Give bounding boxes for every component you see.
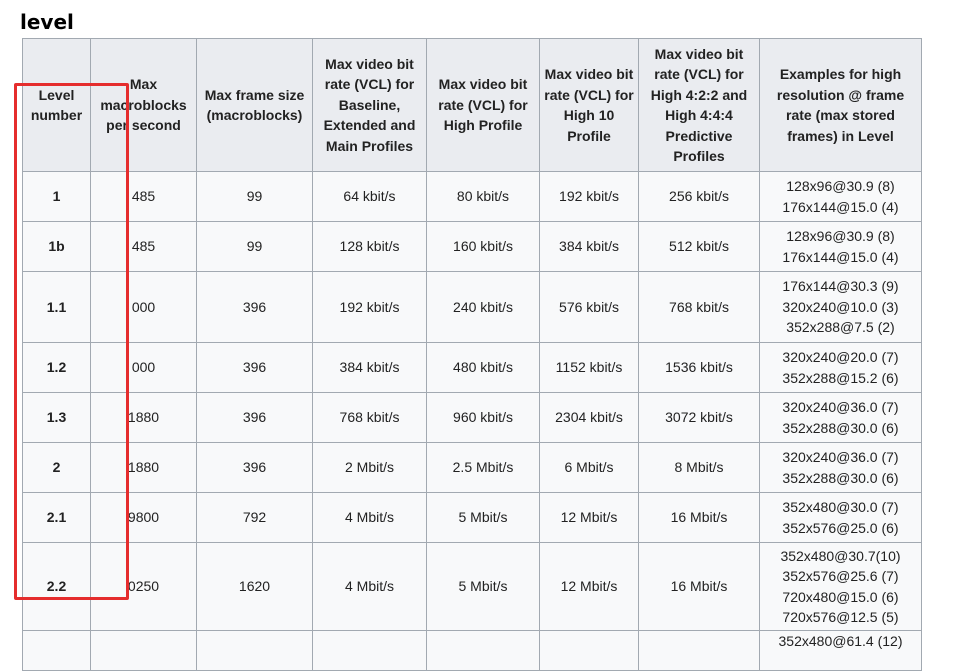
table-row <box>23 493 922 543</box>
example-line: 176x144@15.0 (4) <box>782 248 899 265</box>
levels-table-container <box>22 38 922 671</box>
bitrate-high10-cell: 1152 kbit/s <box>540 343 639 393</box>
macroblocks-cell: 000 <box>91 343 197 393</box>
frame-size-cell: 396 <box>197 272 313 343</box>
examples-cell <box>760 172 922 222</box>
bitrate-high-cell <box>427 631 540 671</box>
example-line: 320x240@20.0 (7) <box>782 349 899 365</box>
table-body <box>23 172 922 671</box>
example-line: 128x96@30.9 (8) <box>786 178 895 194</box>
level-cell: 2.1 <box>23 493 91 543</box>
bitrate-high422-cell: 16 Mbit/s <box>639 543 760 631</box>
header-max-macroblocks[interactable]: Max macroblocks per second <box>91 39 197 172</box>
macroblocks-cell: 000 <box>91 272 197 343</box>
frame-size-cell: 99 <box>197 222 313 272</box>
level-cell: 1b <box>23 222 91 272</box>
example-line: 352x288@30.0 (6) <box>782 419 899 436</box>
bitrate-baseline-cell <box>313 631 427 671</box>
examples-cell <box>760 443 922 493</box>
example-line: 352x480@30.0 (7) <box>782 499 899 515</box>
bitrate-baseline-cell: 64 kbit/s <box>313 172 427 222</box>
bitrate-baseline-cell: 192 kbit/s <box>313 272 427 343</box>
examples-cell <box>760 272 922 343</box>
frame-size-cell: 99 <box>197 172 313 222</box>
bitrate-high-cell: 480 kbit/s <box>427 343 540 393</box>
bitrate-high-cell: 80 kbit/s <box>427 172 540 222</box>
level-cell: 2.2 <box>23 543 91 631</box>
bitrate-high10-cell <box>540 631 639 671</box>
example-line: 720x480@15.0 (6) <box>782 588 899 605</box>
macroblocks-cell <box>91 631 197 671</box>
table-row <box>23 631 922 671</box>
examples-cell <box>760 493 922 543</box>
macroblocks-cell: 485 <box>91 222 197 272</box>
example-line: 176x144@30.3 (9) <box>782 278 899 295</box>
macroblocks-cell: 9800 <box>91 493 197 543</box>
header-bitrate-high[interactable]: Max video bit rate (VCL) for High Profile <box>427 39 540 172</box>
table-header-row <box>23 39 922 172</box>
header-level-number[interactable]: Level number <box>23 39 91 172</box>
macroblocks-cell: 1880 <box>91 393 197 443</box>
bitrate-high422-cell: 768 kbit/s <box>639 272 760 343</box>
bitrate-high10-cell: 384 kbit/s <box>540 222 639 272</box>
frame-size-cell <box>197 631 313 671</box>
bitrate-high422-cell: 8 Mbit/s <box>639 443 760 493</box>
examples-cell <box>760 631 922 671</box>
bitrate-baseline-cell: 2 Mbit/s <box>313 443 427 493</box>
example-line: 352x288@30.0 (6) <box>782 469 899 486</box>
table-row <box>23 393 922 443</box>
bitrate-high10-cell: 6 Mbit/s <box>540 443 639 493</box>
examples-cell <box>760 222 922 272</box>
macroblocks-cell: 1880 <box>91 443 197 493</box>
level-cell: 1.1 <box>23 272 91 343</box>
bitrate-high-cell: 160 kbit/s <box>427 222 540 272</box>
example-line: 352x288@15.2 (6) <box>782 369 899 386</box>
macroblocks-cell: 0250 <box>91 543 197 631</box>
section-heading: level <box>20 10 74 34</box>
bitrate-high10-cell: 12 Mbit/s <box>540 543 639 631</box>
frame-size-cell: 396 <box>197 343 313 393</box>
level-cell: 1 <box>23 172 91 222</box>
example-line: 352x480@30.7(10) <box>780 547 901 564</box>
example-line: 352x480@61.4 (12) <box>778 633 903 649</box>
frame-size-cell: 1620 <box>197 543 313 631</box>
macroblocks-cell: 485 <box>91 172 197 222</box>
bitrate-high10-cell: 192 kbit/s <box>540 172 639 222</box>
example-line: 320x240@36.0 (7) <box>782 449 899 465</box>
table-row <box>23 222 922 272</box>
frame-size-cell: 396 <box>197 393 313 443</box>
bitrate-high-cell: 5 Mbit/s <box>427 493 540 543</box>
header-examples[interactable]: Examples for high resolution @ frame rate (max stored frames) in Level <box>760 39 922 172</box>
bitrate-baseline-cell: 4 Mbit/s <box>313 493 427 543</box>
example-line: 320x240@36.0 (7) <box>782 399 899 415</box>
example-line: 176x144@15.0 (4) <box>782 198 899 215</box>
bitrate-high10-cell: 576 kbit/s <box>540 272 639 343</box>
bitrate-high422-cell: 1536 kbit/s <box>639 343 760 393</box>
bitrate-high422-cell: 3072 kbit/s <box>639 393 760 443</box>
bitrate-high422-cell: 256 kbit/s <box>639 172 760 222</box>
frame-size-cell: 792 <box>197 493 313 543</box>
header-bitrate-high422[interactable]: Max video bit rate (VCL) for High 4:2:2 and High 4:4:4 Predictive Profiles <box>639 39 760 172</box>
level-cell: 2 <box>23 443 91 493</box>
bitrate-high422-cell: 16 Mbit/s <box>639 493 760 543</box>
example-line: 720x576@12.5 (5) <box>782 609 899 625</box>
bitrate-baseline-cell: 768 kbit/s <box>313 393 427 443</box>
bitrate-high10-cell: 12 Mbit/s <box>540 493 639 543</box>
table-row <box>23 343 922 393</box>
bitrate-high-cell: 5 Mbit/s <box>427 543 540 631</box>
table-row <box>23 543 922 631</box>
bitrate-high422-cell <box>639 631 760 671</box>
frame-size-cell: 396 <box>197 443 313 493</box>
example-line: 352x576@25.0 (6) <box>782 519 899 536</box>
level-cell: 1.2 <box>23 343 91 393</box>
table-row <box>23 443 922 493</box>
header-bitrate-baseline[interactable]: Max video bit rate (VCL) for Baseline, Extended and Main Profiles <box>313 39 427 172</box>
bitrate-baseline-cell: 128 kbit/s <box>313 222 427 272</box>
header-max-frame-size[interactable]: Max frame size (macroblocks) <box>197 39 313 172</box>
bitrate-high-cell: 2.5 Mbit/s <box>427 443 540 493</box>
example-line: 352x576@25.6 (7) <box>782 568 899 584</box>
examples-cell <box>760 343 922 393</box>
bitrate-baseline-cell: 384 kbit/s <box>313 343 427 393</box>
example-line: 352x288@7.5 (2) <box>786 319 895 336</box>
header-bitrate-high10[interactable]: Max video bit rate (VCL) for High 10 Profile <box>540 39 639 172</box>
bitrate-high-cell: 240 kbit/s <box>427 272 540 343</box>
examples-cell <box>760 543 922 631</box>
example-line: 320x240@10.0 (3) <box>782 298 899 315</box>
example-line: 128x96@30.9 (8) <box>786 228 895 244</box>
bitrate-high422-cell: 512 kbit/s <box>639 222 760 272</box>
table-row <box>23 272 922 343</box>
level-cell: 1.3 <box>23 393 91 443</box>
level-cell <box>23 631 91 671</box>
table-row <box>23 172 922 222</box>
levels-table <box>22 38 922 671</box>
bitrate-high10-cell: 2304 kbit/s <box>540 393 639 443</box>
bitrate-high-cell: 960 kbit/s <box>427 393 540 443</box>
examples-cell <box>760 393 922 443</box>
bitrate-baseline-cell: 4 Mbit/s <box>313 543 427 631</box>
